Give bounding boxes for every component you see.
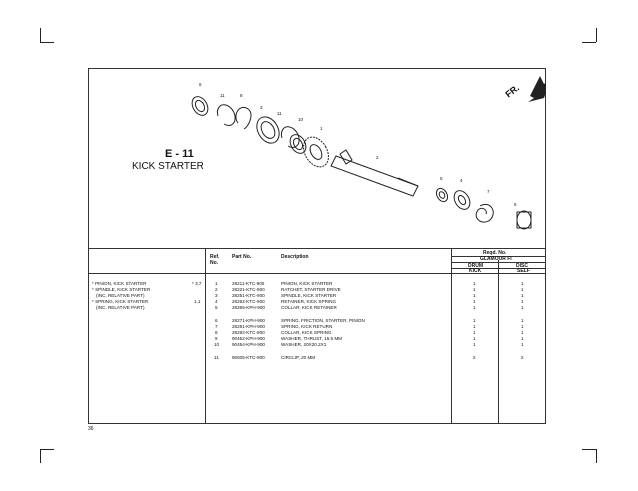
row-qty-b: 1 bbox=[521, 336, 524, 341]
row-qty-b: 1 bbox=[521, 299, 524, 304]
row-qty-a: 1 bbox=[473, 336, 476, 341]
row-qty-a: 1 bbox=[473, 330, 476, 335]
row-part: 90452-KPH-900 bbox=[232, 336, 265, 341]
row-qty-a: 1 bbox=[473, 287, 476, 292]
part-circlip bbox=[217, 105, 235, 126]
callout-label: 7 bbox=[487, 189, 490, 194]
row-ref: 10 bbox=[214, 342, 220, 347]
table-top-line bbox=[88, 248, 546, 249]
part-friction-spring bbox=[236, 107, 251, 129]
row-desc: RATCHET, STARTER DRIVE bbox=[281, 287, 341, 292]
part-spindle bbox=[331, 156, 418, 196]
row-desc: COLLAR, KICK SPRING bbox=[281, 330, 332, 335]
row-ref: 8 bbox=[215, 330, 218, 335]
row-desc: RETAINER, KICK SPRING bbox=[281, 299, 337, 304]
exploded-parts-diagram bbox=[88, 68, 546, 248]
row-ref: 2 bbox=[215, 287, 218, 292]
callout-label: 4 bbox=[460, 178, 463, 183]
crop-mark-tl-v bbox=[40, 28, 41, 42]
desc-header: Description bbox=[281, 254, 309, 260]
row-ref: 11 bbox=[214, 355, 219, 360]
row-qty-a: 1 bbox=[473, 305, 476, 310]
row-desc: WASHER, THRUST, 15.5 MM bbox=[281, 336, 343, 341]
callout-label: 11 bbox=[277, 111, 282, 116]
front-arrow-icon bbox=[528, 76, 546, 102]
parts-table bbox=[88, 248, 546, 424]
model-line bbox=[451, 262, 546, 263]
note-line: (INC. RELATIVE PART) bbox=[96, 293, 145, 298]
col-divider bbox=[498, 260, 499, 424]
row-qty-a: 1 bbox=[473, 281, 476, 286]
part-pinion bbox=[298, 133, 333, 172]
row-qty-a: 1 bbox=[473, 324, 476, 329]
callout-label: 3 bbox=[260, 105, 263, 110]
callout-label: 1 bbox=[320, 126, 323, 131]
note-line: * SPINDLE, KICK STARTER bbox=[92, 287, 151, 292]
note-line: * SPRING, KICK STARTER bbox=[92, 299, 149, 304]
row-part: 28271-KPH-900 bbox=[232, 318, 265, 323]
row-desc: SPRING, FRICTION, STARTER, PINION bbox=[281, 318, 365, 323]
row-part: 90454-KPH-900 bbox=[232, 342, 265, 347]
row-part: 28265-KPH-900 bbox=[232, 305, 265, 310]
col-divider bbox=[205, 248, 206, 424]
callout-label: 5 bbox=[440, 176, 443, 181]
crop-mark-br-h bbox=[582, 449, 596, 450]
col-a-sub: KICK bbox=[469, 268, 482, 274]
row-part: 28281-KPH-900 bbox=[232, 324, 265, 329]
row-ref: 3 bbox=[215, 293, 218, 298]
row-qty-b: 1 bbox=[521, 342, 524, 347]
row-qty-b: 1 bbox=[521, 330, 524, 335]
row-desc: CIRCLIP, 20 MM bbox=[281, 355, 316, 360]
row-qty-b: 1 bbox=[521, 324, 524, 329]
row-qty-b: 1 bbox=[521, 281, 524, 286]
row-qty-b: 2 bbox=[521, 355, 524, 360]
direction-label: FR. bbox=[503, 82, 522, 100]
col-b-header: DISC bbox=[516, 263, 528, 269]
note-line: * PINION, KICK STARTER bbox=[92, 281, 147, 286]
row-desc: COLLAR, KICK RETAINER bbox=[281, 305, 337, 310]
row-ref: 1 bbox=[215, 281, 218, 286]
sub-line bbox=[451, 268, 546, 269]
part-washer bbox=[189, 94, 211, 118]
row-ref: 4 bbox=[215, 299, 218, 304]
part-collar-8 bbox=[517, 211, 531, 229]
section-code: E - 11 bbox=[165, 148, 194, 160]
row-desc: WASHER, 20X20.2X1 bbox=[281, 342, 327, 347]
note-line: (INC. RELATIVE PART) bbox=[96, 305, 145, 310]
crop-mark-tr-v bbox=[596, 28, 597, 42]
row-part: 28211-KTC-900 bbox=[232, 281, 265, 286]
row-part: 28262-KTC-900 bbox=[232, 299, 265, 304]
callout-label: 11 bbox=[220, 93, 225, 98]
row-desc: SPINDLE, KICK STARTER bbox=[281, 293, 337, 298]
part-header: Part No. bbox=[232, 254, 252, 260]
crop-mark-bl-h bbox=[40, 449, 54, 450]
row-part: 90605-KTC-900 bbox=[232, 355, 265, 360]
row-part: 28221-KTC-900 bbox=[232, 287, 265, 292]
model-header: GLAMOUR FI bbox=[480, 256, 512, 262]
note-ref: * 3,7 bbox=[192, 281, 202, 286]
note-ref: 1,1 bbox=[194, 299, 201, 304]
row-qty-a: 1 bbox=[473, 318, 476, 323]
row-desc: SPRING, KICK RETURN bbox=[281, 324, 333, 329]
row-desc: PINION, KICK STARTER bbox=[281, 281, 333, 286]
col-b-sub: SELF bbox=[517, 268, 530, 274]
row-qty-a: 2 bbox=[473, 355, 476, 360]
callout-label: 8 bbox=[240, 93, 243, 98]
part-collar bbox=[434, 186, 450, 203]
row-qty-a: 1 bbox=[473, 299, 476, 304]
row-qty-a: 1 bbox=[473, 342, 476, 347]
col-a-header: DRUM bbox=[468, 263, 483, 269]
row-ref: 5 bbox=[215, 305, 218, 310]
callout-label: 6 bbox=[199, 82, 202, 87]
part-kick-spring bbox=[476, 204, 493, 222]
crop-mark-bl-v bbox=[40, 449, 41, 463]
callout-label: 2 bbox=[376, 155, 379, 160]
row-ref: 6 bbox=[215, 318, 218, 323]
callout-label: 6 bbox=[514, 202, 517, 207]
callout-label: 10 bbox=[298, 117, 304, 122]
row-part: 28282-KTC-900 bbox=[232, 330, 265, 335]
part-ratchet bbox=[252, 113, 283, 147]
section-title: KICK STARTER bbox=[132, 161, 204, 172]
reqd-header: Reqd. No. bbox=[483, 250, 507, 256]
crop-mark-tl-h bbox=[40, 42, 54, 43]
row-ref: 9 bbox=[215, 336, 218, 341]
ref-header: Ref. No. bbox=[210, 254, 220, 266]
row-qty-b: 1 bbox=[521, 287, 524, 292]
row-ref: 7 bbox=[215, 324, 218, 329]
row-qty-b: 1 bbox=[521, 318, 524, 323]
row-qty-b: 1 bbox=[521, 305, 524, 310]
row-part: 28251-KTC-900 bbox=[232, 293, 265, 298]
crop-mark-tr-h bbox=[582, 42, 596, 43]
crop-mark-br-v bbox=[596, 449, 597, 463]
page-number: 36 bbox=[88, 426, 94, 432]
row-qty-a: 1 bbox=[473, 293, 476, 298]
row-qty-b: 1 bbox=[521, 293, 524, 298]
col-divider bbox=[451, 248, 452, 424]
part-retainer bbox=[451, 188, 473, 212]
